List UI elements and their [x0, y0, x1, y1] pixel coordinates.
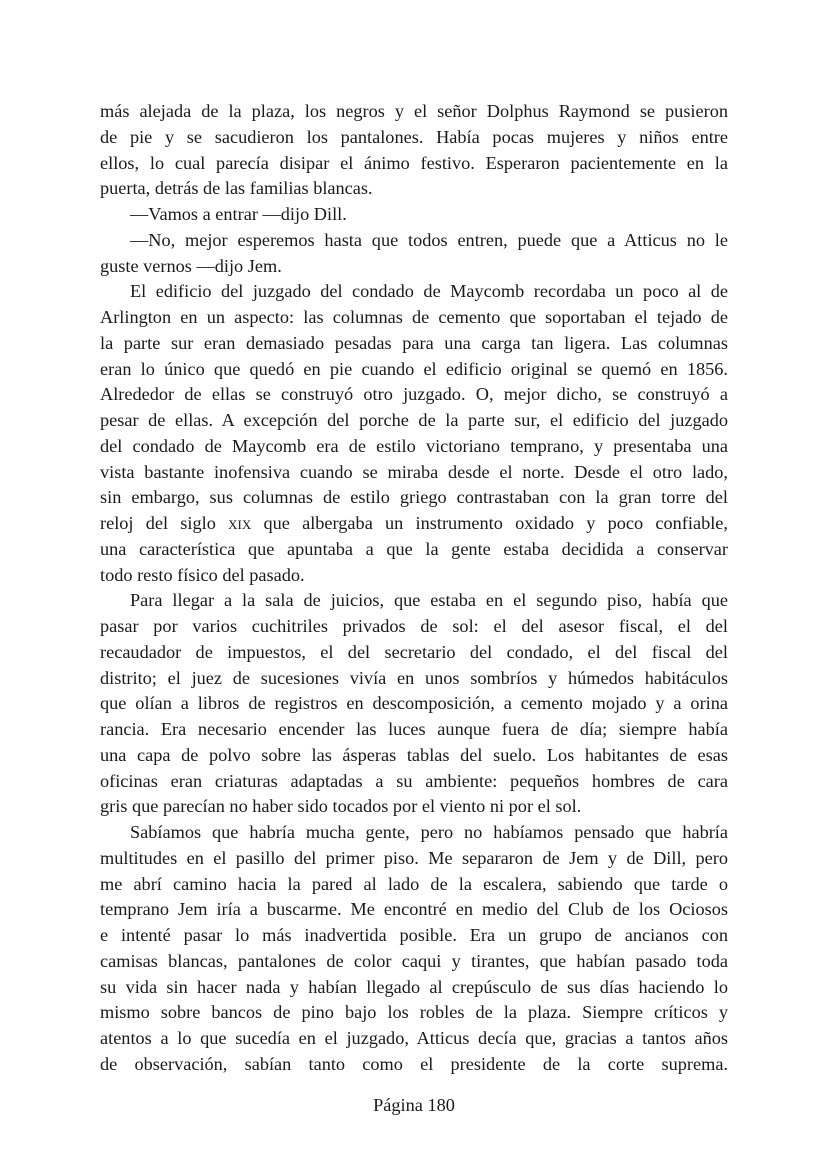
text-line: Sabíamos que habría mucha gente, pero no habíamos pensado que habría [130, 822, 728, 842]
paragraph [100, 588, 728, 820]
text-line: me abrí camino hacia la pared al lado de la escalera, sabiendo que tarde o [100, 873, 728, 894]
text-line: temprano Jem iría a buscarme. Me encontré en medio del Club de los Ociosos [100, 899, 728, 920]
page-number: Página 180 [373, 1095, 455, 1115]
paragraph [100, 820, 728, 1078]
paragraph [100, 202, 728, 228]
text-line: su vida sin hacer nada y habían llegado al crepúsculo de sus días haciendo lo [100, 976, 728, 997]
text-line: mismo sobre bancos de pino bajo los robles de la plaza. Siempre críticos y [100, 1002, 728, 1023]
text-line: de pie y se sacudieron los pantalones. Había pocas mujeres y niños entre [100, 126, 728, 147]
text-line: guste vernos —dijo Jem. [100, 255, 282, 276]
text-line: El edificio del juzgado del condado de Maycomb recordaba un poco al de [130, 281, 728, 302]
text-line: vista bastante inofensiva cuando se miraba desde el norte. Desde el otro lado, [100, 461, 728, 482]
text-line: una capa de polvo sobre las ásperas tablas del suelo. Los habitantes de esas [100, 744, 728, 765]
text-line: Alrededor de ellas se construyó otro juzgado. O, mejor dicho, se construyó a [100, 384, 728, 405]
roman-numeral: xix [228, 513, 252, 533]
text-line: eran lo único que quedó en pie cuando el edificio original se quemó en 1856. [100, 358, 728, 379]
text-line: gris que parecían no haber sido tocados por el viento ni por el sol. [100, 796, 582, 817]
text-line: pesar de ellas. A excepción del porche de la parte sur, el edificio del juzgado [100, 410, 728, 430]
page-body [100, 99, 728, 1078]
paragraph [100, 228, 728, 280]
text-line: —No, mejor esperemos hasta que todos entren, puede que a Atticus no le [130, 229, 728, 250]
text-line: —Vamos a entrar —dijo Dill. [130, 204, 347, 224]
text-line: atentos a lo que sucedía en el juzgado, Atticus decía que, gracias a tantos años [100, 1028, 728, 1048]
text-line: Para llegar a la sala de juicios, que estaba en el segundo piso, había que [130, 590, 728, 611]
text-line: multitudes en el pasillo del primer piso. Me separaron de Jem y de Dill, pero [100, 847, 728, 868]
text-line: sin embargo, sus columnas de estilo griego contrastaban con la gran torre del [100, 487, 728, 508]
paragraph [100, 99, 728, 202]
text-line: camisas blancas, pantalones de color caqui y tirantes, que habían pasado toda [100, 950, 728, 971]
text-line: rancia. Era necesario encender las luces aunque fuera de día; siempre había [100, 719, 728, 739]
text-line: del condado de Maycomb era de estilo victoriano temprano, y presentaba una [100, 435, 728, 456]
text-line: ellos, lo cual parecía disipar el ánimo festivo. Esperaron pacientemente en la [100, 152, 728, 173]
text-line: de observación, sabían tanto como el presidente de la corte suprema. [100, 1053, 728, 1074]
text-line: pasar por varios cuchitriles privados de sol: el del asesor fiscal, el del [100, 616, 728, 636]
text-line: más alejada de la plaza, los negros y el señor Dolphus Raymond se pusieron [100, 101, 728, 121]
text-line: puerta, detrás de las familias blancas. [100, 178, 373, 199]
text-line: distrito; el juez de sucesiones vivía en unos sombríos y húmedos habitáculos [100, 667, 728, 688]
text-line: Arlington en un aspecto: las columnas de cemento que soportaban el tejado de [100, 307, 728, 327]
text-line: recaudador de impuestos, el del secretario del condado, el del fiscal del [100, 641, 728, 662]
paragraph [100, 279, 728, 588]
text-line: e intenté pasar lo más inadvertida posible. Era un grupo de ancianos con [100, 925, 728, 945]
text-line: que olían a libros de registros en descomposición, a cemento mojado y a orina [100, 693, 728, 714]
text-line: la parte sur eran demasiado pesadas para una carga tan ligera. Las columnas [100, 332, 728, 353]
text-line: oficinas eran criaturas adaptadas a su ambiente: pequeños hombres de cara [100, 770, 728, 791]
text-line: reloj del siglo xix que albergaba un instrumento oxidado y poco confiable, [100, 513, 728, 533]
text-line: todo resto físico del pasado. [100, 564, 305, 585]
text-line: una característica que apuntaba a que la gente estaba decidida a conservar [100, 538, 728, 559]
